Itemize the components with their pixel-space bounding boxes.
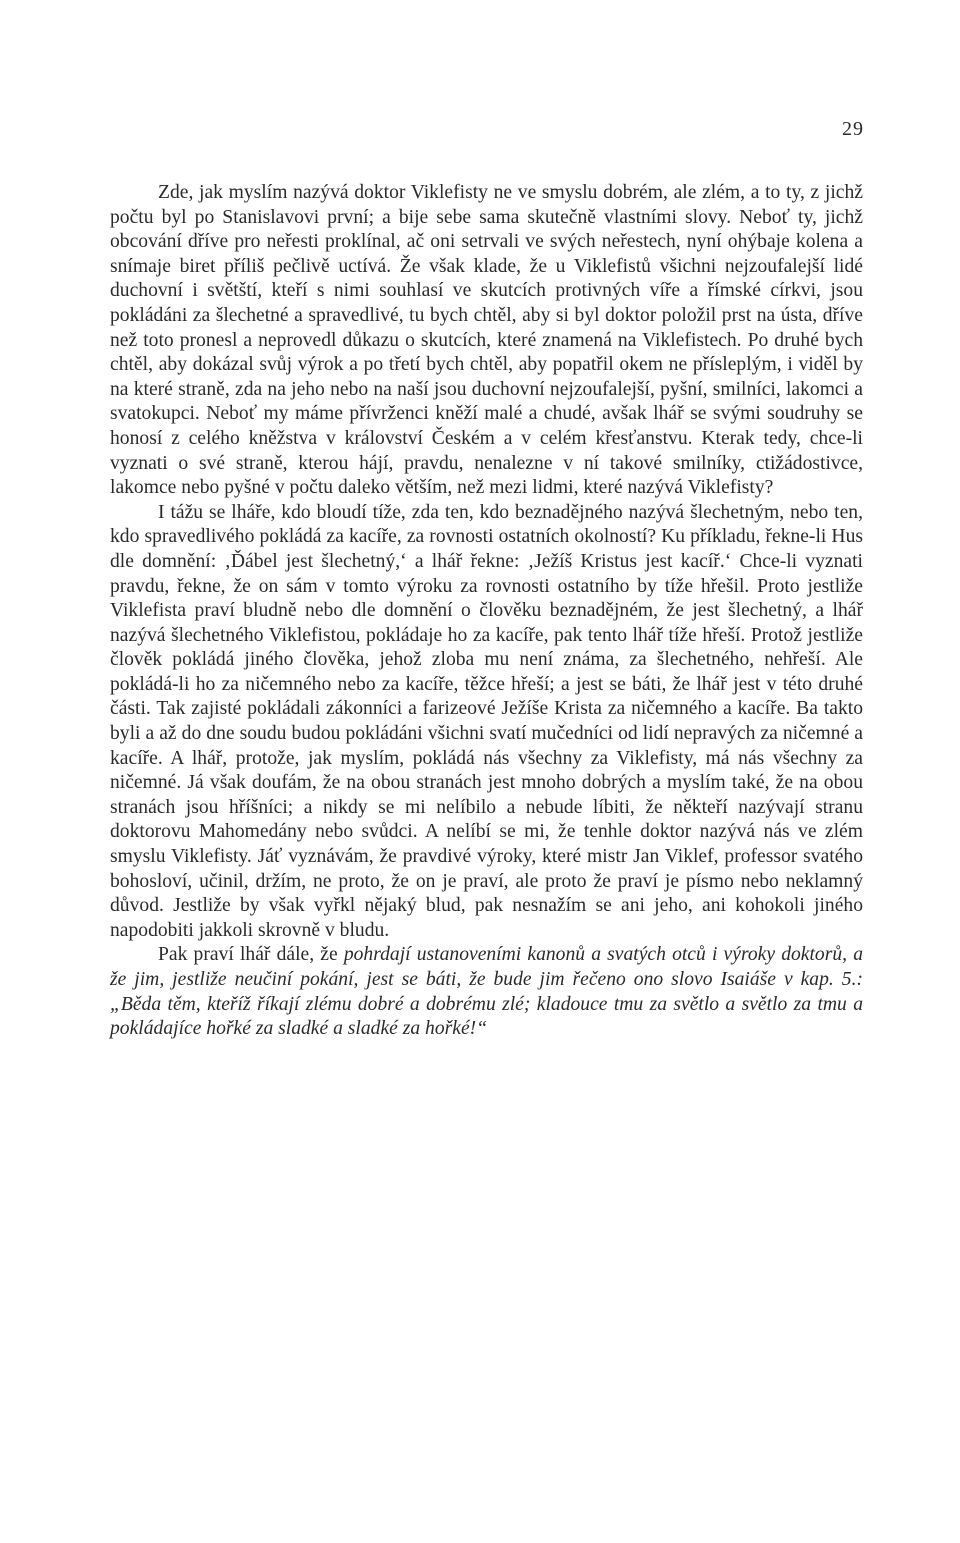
- paragraph-3-quote: pohrdají ustanoveními kanonů a svatých otců i výroky doktorů, a že jim, jestliže neučiní pokání, jest se báti, že bude jim řečeno ono slovo Isaiáše v kap. 5.: „Běda těm, kteříž říkají zlému dobré a dobrému zlé; kladouce tmu za světlo a světlo za tmu a pokládajíce hořké za sladké a sladké za hořké!“: [110, 944, 863, 1040]
- paragraph-2: I tážu se lháře, kdo bloudí tíže, zda ten, kdo beznadějného nazývá šlechetným, nebo ten, kdo spravedlivého pokládá za kacíře, za rovnosti ostatních okolností? Ku příkladu, řekne-li Hus dle domnění: ‚Ďábel jest šlechetný,‘ a lhář řekne: ‚Ježíš Kristus jest kacíř.‘ Chce-li vyznati pravdu, řekne, že on sám v tomto výroku za rovnosti ostatního by tíže hřešil. Proto jestliže Viklefista praví bludně nebo dle domnění o člověku beznadějném, že jest šlechetný, a lhář nazývá šlechetného Viklefistou, pokládaje ho za kacíře, pak tento lhář tíže hřeší. Protož jestliže člověk pokládá jiného člověka, jehož zloba mu není známa, za šlechetného, nehřeší. Ale pokládá-li ho za ničemného nebo za kacíře, těžce hřeší; a jest se báti, že lhář jest v této druhé části. Tak zajisté pokládali zákonníci a farizeové Ježíše Krista za ničemného a kacíře. Ba takto byli a až do dne soudu budou pokládáni všichni svatí mučedníci od lidí nepravých za ničemné a kacíře. A lhář, protože, jak myslím, pokládá nás všechny za Viklefisty, má nás všechny za ničemné. Já však doufám, že na obou stranách jest mnoho dobrých a myslím také, že na obou stranách jsou hříšníci; a nikdy se mi nelíbilo a nebude líbiti, že někteří nazývají stranu doktorovu Mahomedány nebo svůdci. A nelíbí se mi, že tenhle doktor nazývá nás ve zlém smyslu Viklefisty. Jáť vyznávám, že pravdivé výroky, které mistr Jan Viklef, professor svatého bohosloví, učinil, držím, ne proto, že on je praví, ale proto že praví je písmo nebo neklamný důvod. Jestliže by však vyřkl nějaký blud, pak nesnažím se ani jeho, ani kohokoli jiného napodobiti jakkoli skrovně v bludu.: [110, 501, 863, 941]
- body-text: [110, 181, 863, 1042]
- page-number: 29: [842, 118, 864, 140]
- paragraph-3-lead: Pak praví lhář dále, že: [158, 944, 344, 966]
- paragraph-3: [110, 943, 863, 1041]
- paragraph-1: Zde, jak myslím nazývá doktor Viklefisty ne ve smyslu dobrém, ale zlém, a to ty, z jichž počtu byl po Stanislavovi první; a bije sebe sama skutečně vlastními slovy. Neboť ty, jichž obcování dříve pro neřesti proklínal, ač oni setrvali ve svých neřestech, nyní ohýbaje kolena a snímaje biret příliš pečlivě uctívá. Že však klade, že u Viklefistů všichni nejzoufalejší lidé duchovní i světští, kteří s nimi souhlasí ve skutcích protivných víře a římské církvi, jsou pokládáni za šlechetné a spravedlivé, tu bych chtěl, aby si byl doktor položil prst na ústa, dříve než toto pronesl a neprovedl důkazu o skutcích, které znamená na Viklefistech. Po druhé bych chtěl, aby dokázal svůj výrok a po třetí bych chtěl, aby popatřil okem ne přísleplým, i viděl by na které straně, zda na jeho nebo na naší jsou duchovní nejzoufalejší, pyšní, smilníci, lakomci a svatokupci. Neboť my máme přívrženci kněží malé a chudé, avšak lhář se svými soudruhy se honosí z celého kněžstva v království Českém a v celém křesťanstvu. Kterak tedy, chce-li vyznati o své straně, kterou hájí, pravdu, nenalezne v ní takové smilníky, ctižádostivce, lakomce nebo pyšné v počtu daleko větším, než mezi lidmi, které nazývá Viklefisty?: [110, 182, 863, 499]
